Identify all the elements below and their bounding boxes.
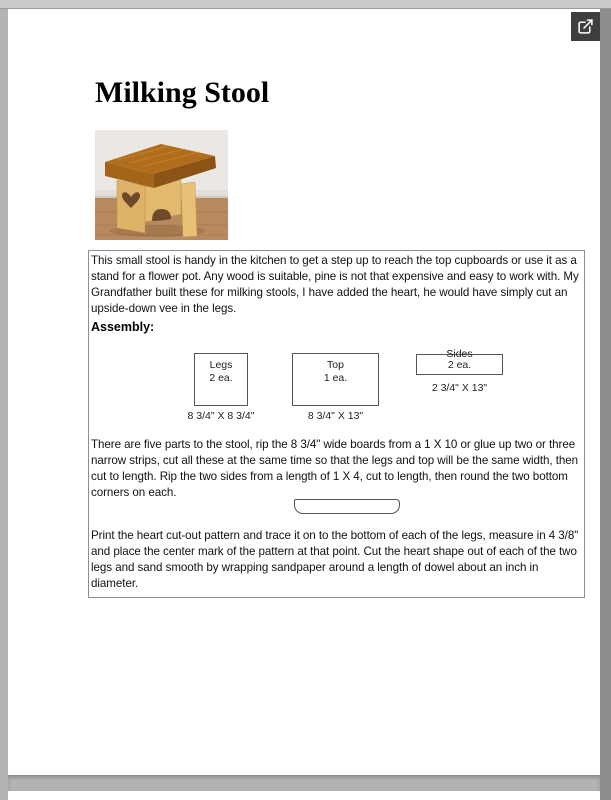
cutting-paragraph: There are five parts to the stool, rip the 8 3/4" wide boards from a 1 X 10 or glue up two or three narrow strips, cut all these at the same time so that the legs and top will be the same width, then cut to length. Rip the two sides from a length of 1 X 4, cut to length, then round the two bottom corners on each. xyxy=(91,438,579,499)
part-name: Top xyxy=(327,359,344,371)
stool-photo xyxy=(95,130,228,240)
part-name: Legs xyxy=(209,359,233,371)
side-piece-outline xyxy=(294,499,400,514)
part-box-legs xyxy=(194,353,248,406)
viewer-top-bar xyxy=(0,0,611,9)
part-dims-label: 8 3/4" X 8 3/4" xyxy=(187,410,255,422)
part-qty: 2 ea. xyxy=(209,372,233,384)
scrollbar[interactable] xyxy=(600,9,611,800)
part-box-top xyxy=(292,353,379,406)
external-link-icon xyxy=(577,18,594,35)
page-gap xyxy=(8,775,600,791)
open-in-new-window-button[interactable] xyxy=(571,12,600,41)
part-qty: 1 ea. xyxy=(323,372,348,384)
next-page-edge xyxy=(8,791,600,800)
part-box-sides xyxy=(416,348,503,375)
assembly-heading: Assembly: xyxy=(91,320,155,334)
part-dims-label: 8 3/4" X 13" xyxy=(307,410,364,422)
intro-paragraph: This small stool is handy in the kitchen to get a step up to reach the top cupboards or use it as a stand for a flower pot. Any wood is suitable, pine is not that expensive and easy to work with. My Grandfather built these for milking stools, I have added the heart, he would have simply cut an upside-down vee in the legs. xyxy=(91,254,579,315)
part-name: Sides xyxy=(446,348,473,360)
viewer-left-margin xyxy=(0,9,8,800)
heart-paragraph: Print the heart cut-out pattern and trace it on to the bottom of each of the legs, measure in 4 3/8" and place the center mark of the pattern at that point. Cut the heart shape out of each of the two legs and sand smooth by wrapping sandpaper around a length of dowel about an inch in diameter. xyxy=(91,529,579,590)
part-qty: 2 ea. xyxy=(447,359,472,371)
page-title: Milking Stool xyxy=(95,76,270,109)
part-dims-label: 2 3/4" X 13" xyxy=(431,382,488,394)
document-page xyxy=(8,9,600,775)
content-box xyxy=(88,250,585,598)
